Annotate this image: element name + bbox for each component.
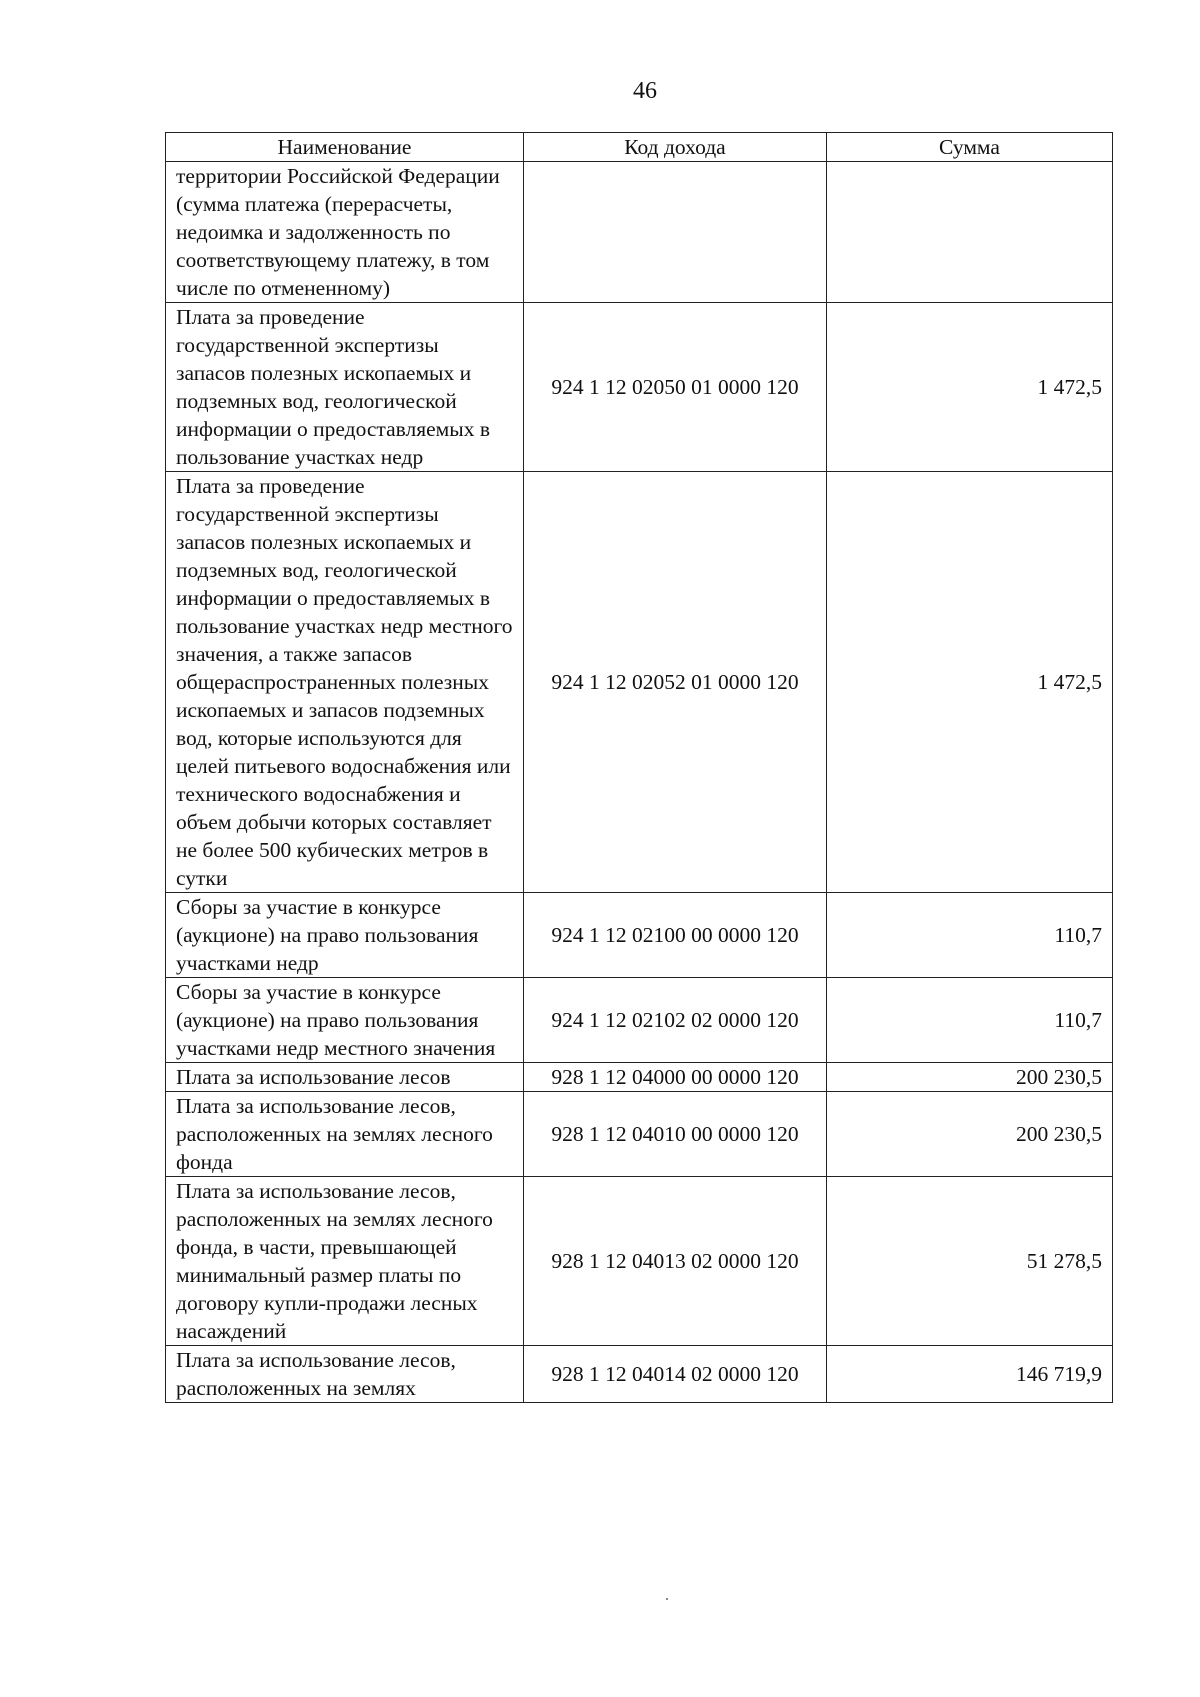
row-name: Плата за использование лесов, расположенных на землях лесного фонда, в части, превышающей минимальный размер платы по договору купли-продажи лесных насаждений [166, 1177, 524, 1346]
table-body [166, 162, 1113, 1403]
table-row [166, 303, 1113, 472]
table-row [166, 162, 1113, 303]
scan-speck [666, 1598, 668, 1600]
header-row [166, 133, 1113, 162]
row-code: 928 1 12 04000 00 0000 120 [524, 1063, 827, 1092]
row-name: Плата за проведение государственной экспертизы запасов полезных ископаемых и подземных вод, геологической информации о предоставляемых в пользование участках недр [166, 303, 524, 472]
table-header [166, 133, 1113, 162]
row-code: 924 1 12 02100 00 0000 120 [524, 893, 827, 978]
row-code: 924 1 12 02102 02 0000 120 [524, 978, 827, 1063]
table-row [166, 1177, 1113, 1346]
column-header-sum: Сумма [827, 133, 1113, 162]
row-sum: 51 278,5 [827, 1177, 1113, 1346]
row-name: Сборы за участие в конкурсе (аукционе) на право пользования участками недр [166, 893, 524, 978]
row-sum: 1 472,5 [827, 472, 1113, 893]
row-sum: 110,7 [827, 978, 1113, 1063]
row-sum [827, 162, 1113, 303]
table-row [166, 1092, 1113, 1177]
row-code: 924 1 12 02050 01 0000 120 [524, 303, 827, 472]
row-code: 928 1 12 04013 02 0000 120 [524, 1177, 827, 1346]
row-code [524, 162, 827, 303]
row-name: Плата за использование лесов, расположенных на землях [166, 1346, 524, 1403]
row-sum: 200 230,5 [827, 1092, 1113, 1177]
row-name: Плата за проведение государственной экспертизы запасов полезных ископаемых и подземных вод, геологической информации о предоставляемых в пользование участках недр местного значения, а также запасов общераспространенных полезных ископаемых и запасов подземных вод, которые используются для целей питьевого водоснабжения или технического водоснабжения и объем добычи которых составляет не более 500 кубических метров в сутки [166, 472, 524, 893]
row-code: 924 1 12 02052 01 0000 120 [524, 472, 827, 893]
table-row [166, 893, 1113, 978]
row-sum: 146 719,9 [827, 1346, 1113, 1403]
row-sum: 200 230,5 [827, 1063, 1113, 1092]
table-row [166, 472, 1113, 893]
row-sum: 1 472,5 [827, 303, 1113, 472]
column-header-name: Наименование [166, 133, 524, 162]
table-row [166, 978, 1113, 1063]
row-name: Плата за использование лесов, расположенных на землях лесного фонда [166, 1092, 524, 1177]
table-row [166, 1063, 1113, 1092]
revenue-table [165, 132, 1113, 1403]
row-name: Плата за использование лесов [166, 1063, 524, 1092]
row-code: 928 1 12 04010 00 0000 120 [524, 1092, 827, 1177]
page-number: 46 [633, 78, 657, 104]
row-sum: 110,7 [827, 893, 1113, 978]
row-code: 928 1 12 04014 02 0000 120 [524, 1346, 827, 1403]
table-row [166, 1346, 1113, 1403]
column-header-code: Код дохода [524, 133, 827, 162]
row-name: Сборы за участие в конкурсе (аукционе) на право пользования участками недр местного значения [166, 978, 524, 1063]
row-name: территории Российской Федерации (сумма платежа (перерасчеты, недоимка и задолженность по соответствующему платежу, в том числе по отмененному) [166, 162, 524, 303]
